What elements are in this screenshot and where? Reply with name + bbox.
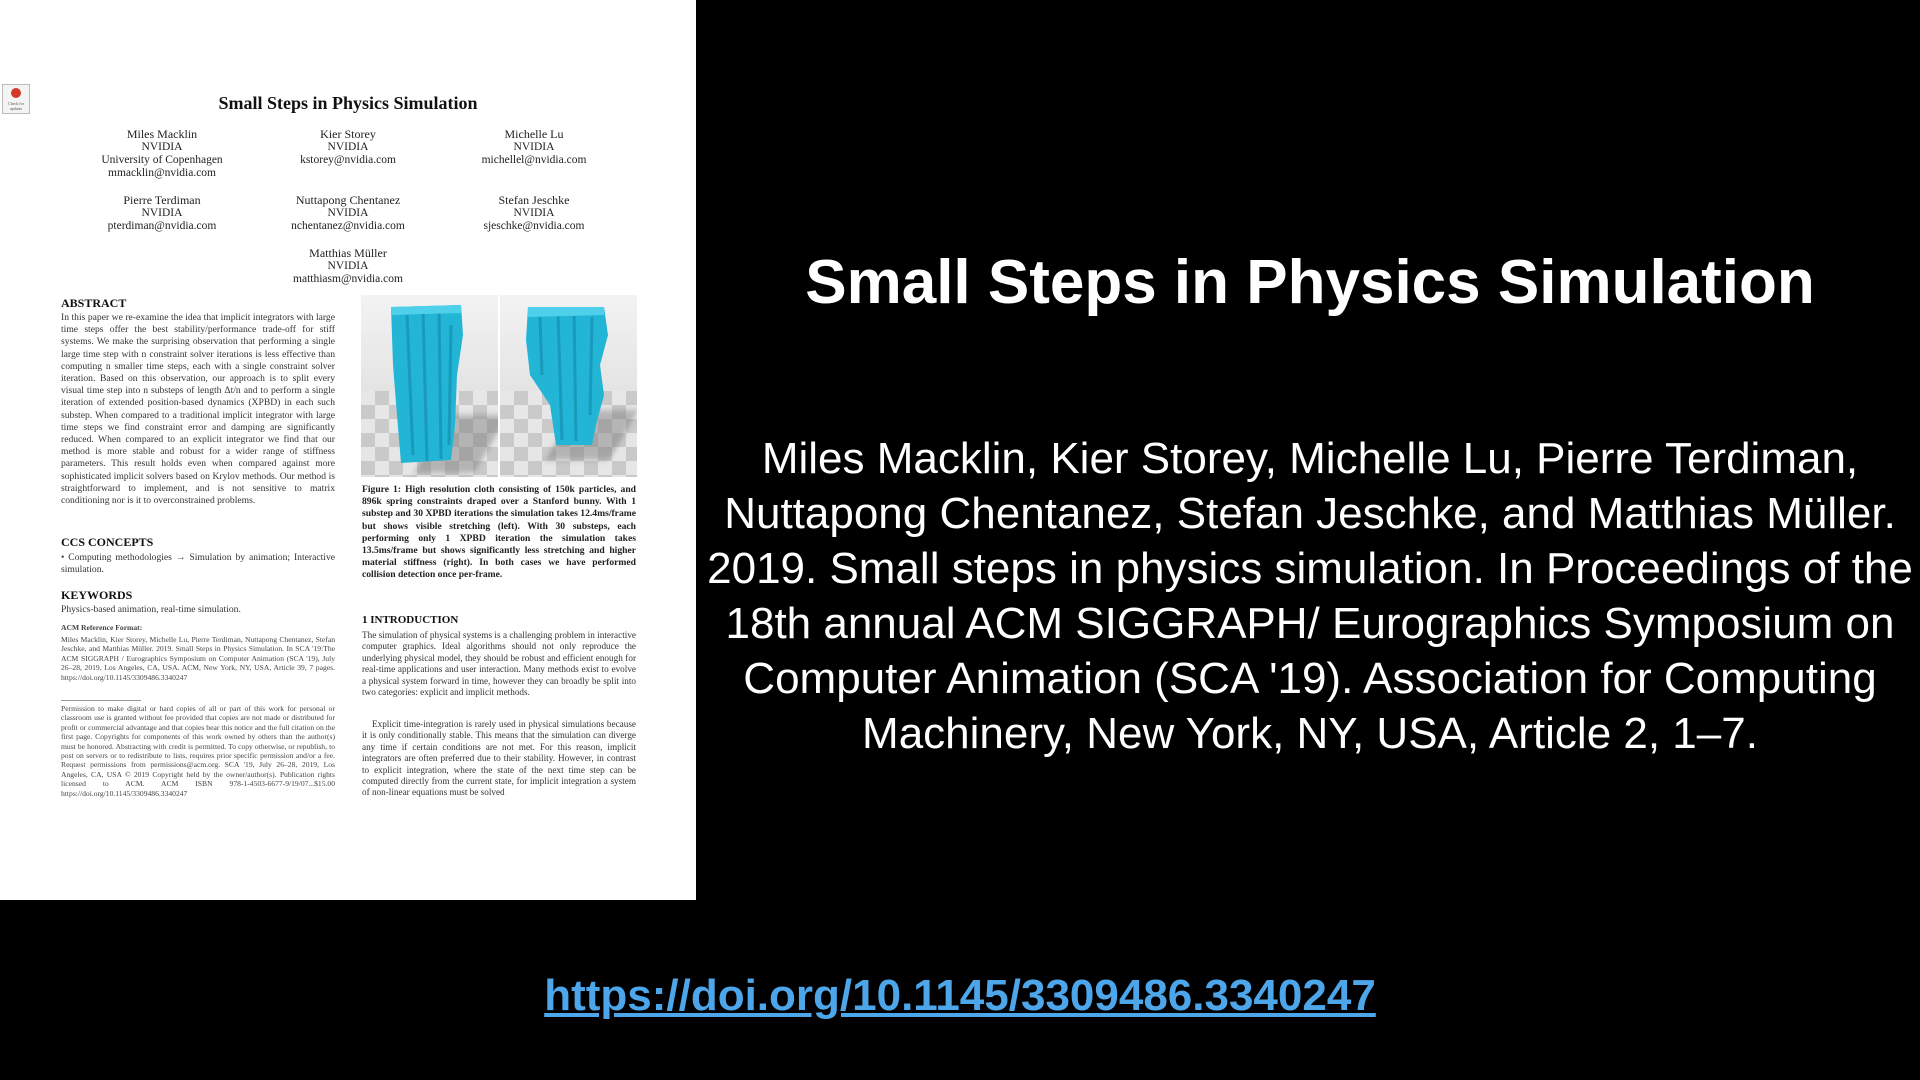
author-name: Matthias Müller: [309, 246, 387, 260]
permission-text: Permission to make digital or hard copies of all or part of this work for personal or classroom use is granted without fee provided that copies are not made or distributed for profit or commercial advantage and that copies bear this notice and the full citation on the first page. Copyrights for components of this work owned by others than the author(s) must be honored. Abstracting with credit is permitted. To copy otherwise, or republish, to post on servers or to redistribute to lists, requires prior specific permission and/or a fee. Request permissions from permissions@acm.org. SCA '19, July 26–28, 2019, Los Angeles, CA, USA © 2019 Copyright held by the owner/author(s). Publication rights licensed to ACM. ACM ISBN 978-1-4503-6677-9/19/07...$15.00 https://doi.org/10.1145/3309486.3340247: [61, 704, 335, 798]
introduction-text: The simulation of physical systems is a challenging problem in interactive computer graphics. Ideal algorithms should not only reproduce the underlying physical model, they should be robust and efficient enough for real-time applications and user interaction. Many methods exist to evolve a physical system forward in time, however they can broadly be split into two categories: explicit and implicit methods.: [362, 630, 636, 698]
author-name: Miles Macklin: [126, 127, 198, 141]
author-block: [62, 194, 262, 233]
reference-heading: ACM Reference Format:: [61, 623, 143, 632]
footnote-rule: [61, 700, 141, 701]
abstract-text: In this paper we re-examine the idea that implicit integrators with large time steps offer the best stability/performance trade-off for stiff systems. We make the surprising observation that performing a single large time step with n constraint solver iterations is less effective than computing n smaller time steps, each with a single constraint solver iteration. Based on this observation, our approach is to split every visual time step into n substeps of length Δt/n and to perform a single iteration of extended position-based dynamics (XPBD) in each such substep. When compared to a traditional implicit integrator with large time steps we find constraint error and damping are significantly reduced. When compared to an explicit integrator we find that our method is more stable and robust for a wider range of stiffness parameters. This result holds even when compared against more sophisticated implicit solvers based on Krylov methods. Our method is straightforward to implement, and is not sensitive to matrix conditioning nor is it to overconstrained problems.: [61, 312, 335, 507]
paper-page-image: [0, 0, 696, 900]
doi-link[interactable]: https://doi.org/10.1145/3309486.3340247: [544, 971, 1376, 1020]
badge-label: Check for updates: [8, 101, 24, 111]
introduction-heading: 1 INTRODUCTION: [362, 614, 459, 626]
author-block: [248, 194, 448, 233]
author-name: Nuttapong Chentanez: [295, 193, 401, 207]
author-email: michellel@nvidia.com: [481, 154, 587, 166]
author-email: pterdiman@nvidia.com: [107, 220, 217, 232]
slide-title: Small Steps in Physics Simulation: [805, 248, 1815, 317]
ccs-heading: CCS CONCEPTS: [61, 535, 154, 549]
keywords-heading: KEYWORDS: [61, 588, 133, 602]
author-email: sjeschke@nvidia.com: [483, 220, 585, 232]
author-email: kstorey@nvidia.com: [300, 154, 396, 166]
author-email: mmacklin@nvidia.com: [108, 167, 216, 179]
author-name: Pierre Terdiman: [123, 193, 201, 207]
author-block: [62, 128, 262, 180]
author-affiliation: NVIDIA: [513, 141, 555, 153]
citation-text: Miles Macklin, Kier Storey, Michelle Lu, Pierre Terdiman, Nuttapong Chentanez, Stefan Jeschke, and Matthias Müller. 2019. Small steps in physics simulation. In Proceedings of the 18th annual ACM SIGGRAPH/ Eurographics Symposium on Computer Animation (SCA '19). Association for Computing Machinery, New York, NY, USA, Article 2, 1–7.: [707, 434, 1913, 758]
figure-right-panel: [500, 295, 637, 477]
author-affiliation: NVIDIA: [141, 141, 183, 153]
cloth-drape-right: [500, 295, 637, 477]
author-email: nchentanez@nvidia.com: [291, 220, 405, 232]
cloth-drape-left: [361, 295, 498, 477]
author-email: matthiasm@nvidia.com: [293, 273, 403, 285]
author-affiliation: NVIDIA: [327, 141, 369, 153]
author-name: Stefan Jeschke: [498, 193, 570, 207]
author-block: [434, 194, 634, 233]
author-block: [434, 128, 634, 167]
figure-left-panel: [361, 295, 498, 477]
reference-text: Miles Macklin, Kier Storey, Michelle Lu, Pierre Terdiman, Nuttapong Chentanez, Stefan Jeschke, and Matthias Müller. 2019. Small Steps in Physics Simulation. In SCA '19:The ACM SIGGRAPH / Eurographics Symposium on Computer Animation (SCA '19), July 26–28, 2019, Los Angeles, CA, USA. ACM, New York, NY, USA, Article 39, 7 pages. https://doi.org/10.1145/3309486.3340247: [61, 635, 335, 682]
author-block: [248, 128, 448, 167]
abstract-heading: ABSTRACT: [61, 296, 127, 310]
author-name: Michelle Lu: [504, 127, 564, 141]
figure-caption: Figure 1: High resolution cloth consisting of 150k particles, and 896k spring constraints draped over a Stanford bunny. With 1 substep and 30 XPBD iterations the simulation takes 12.4ms/frame but shows visible stretching (left). With 30 substeps, each performing only 1 XPBD iteration the simulation takes 13.5ms/frame but shows significantly less stretching and higher material stiffness (right). In both cases we have performed collision detection once per-frame.: [362, 484, 636, 581]
author-affiliation: NVIDIA: [327, 260, 369, 272]
author-affiliation: NVIDIA: [513, 207, 555, 219]
author-name: Kier Storey: [320, 127, 376, 141]
author-affiliation: NVIDIA: [141, 207, 183, 219]
ccs-text: • Computing methodologies → Simulation by animation; Interactive simulation.: [61, 552, 335, 576]
author-affiliation: NVIDIA: [327, 207, 369, 219]
introduction-text-2: Explicit time-integration is rarely used in physical simulations because it is only conditionally stable. This means that the simulation can diverge any time if certain conditions are not met. For this reason, implicit integrators are often preferred due to their stability. However, in contrast to explicit integration, where the state of the next time step can be computed directly from the current state, for implicit integration a system of non-linear equations must be solved: [362, 719, 636, 798]
paper-title: Small Steps in Physics Simulation: [218, 93, 478, 113]
keywords-text: Physics-based animation, real-time simulation.: [61, 604, 241, 615]
author-affiliation-2: University of Copenhagen: [101, 154, 223, 166]
author-block: [248, 247, 448, 286]
